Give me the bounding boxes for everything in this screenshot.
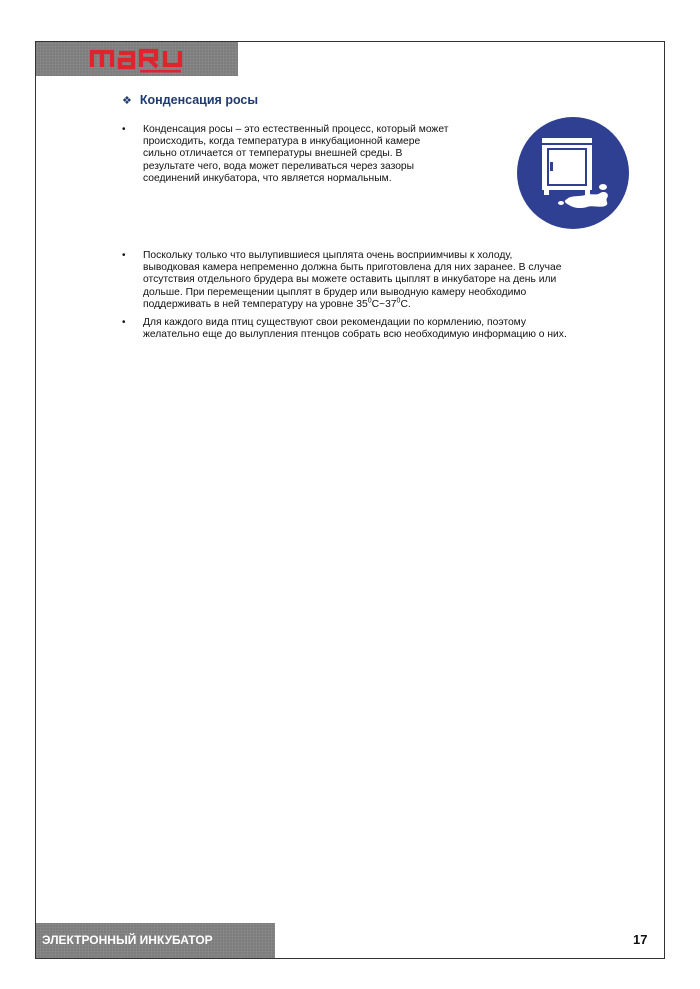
section-heading	[122, 93, 258, 107]
bullet-line: отсутствия отдельного брудера вы можете оставить цыплят в инкубаторе на день или	[143, 274, 557, 286]
bullet-item-1	[122, 124, 513, 185]
incubator-water-leak-icon	[517, 117, 629, 229]
bullet-line: результате чего, вода может переливаться через зазоры	[143, 160, 415, 172]
bullet-line: Конденсация росы – это естественный процесс, который может	[143, 124, 449, 135]
section-heading-text: Конденсация росы	[139, 93, 259, 107]
bullet-dot-icon: •	[122, 250, 126, 261]
bullet-line: происходить, когда температура в инкубационной камере	[143, 136, 421, 148]
bullet-line: выводковая камера непременно должна быть приготовлена для них заранее. В случае	[143, 262, 562, 274]
bullet-line: соединений инкубатора, что является нормальным.	[143, 172, 392, 184]
bullet-item-3	[122, 317, 653, 341]
footer-title: ЭЛЕКТРОННЫЙ ИНКУБАТОР	[42, 933, 213, 947]
maru-logo	[88, 43, 200, 75]
diamond-bullet-icon: ❖	[122, 95, 132, 107]
bullet-line: дольше. При перемещении цыплят в брудер или выводную камеру необходимо	[143, 286, 527, 298]
bullet-line: Для каждого вида птиц существуют свои рекомендации по кормлению, поэтому	[143, 317, 527, 328]
bullet-line-temperature: поддерживать в ней температуру на уровне $35^0C\sim 37^0C$.	[143, 297, 411, 310]
bullet-line: сильно отличается от температуры внешней среды. В	[143, 148, 403, 160]
bullet-item-2	[122, 250, 643, 311]
bullet-line: Поскольку только что вылупившиеся цыплята очень восприимчивы к холоду,	[143, 250, 513, 261]
bullet-dot-icon: •	[122, 317, 126, 328]
bullet-line: желательно еще до вылупления птенцов собрать всю необходимую информацию о них.	[143, 329, 567, 341]
page-number: 17	[633, 932, 648, 947]
bullet-dot-icon: •	[122, 124, 126, 135]
